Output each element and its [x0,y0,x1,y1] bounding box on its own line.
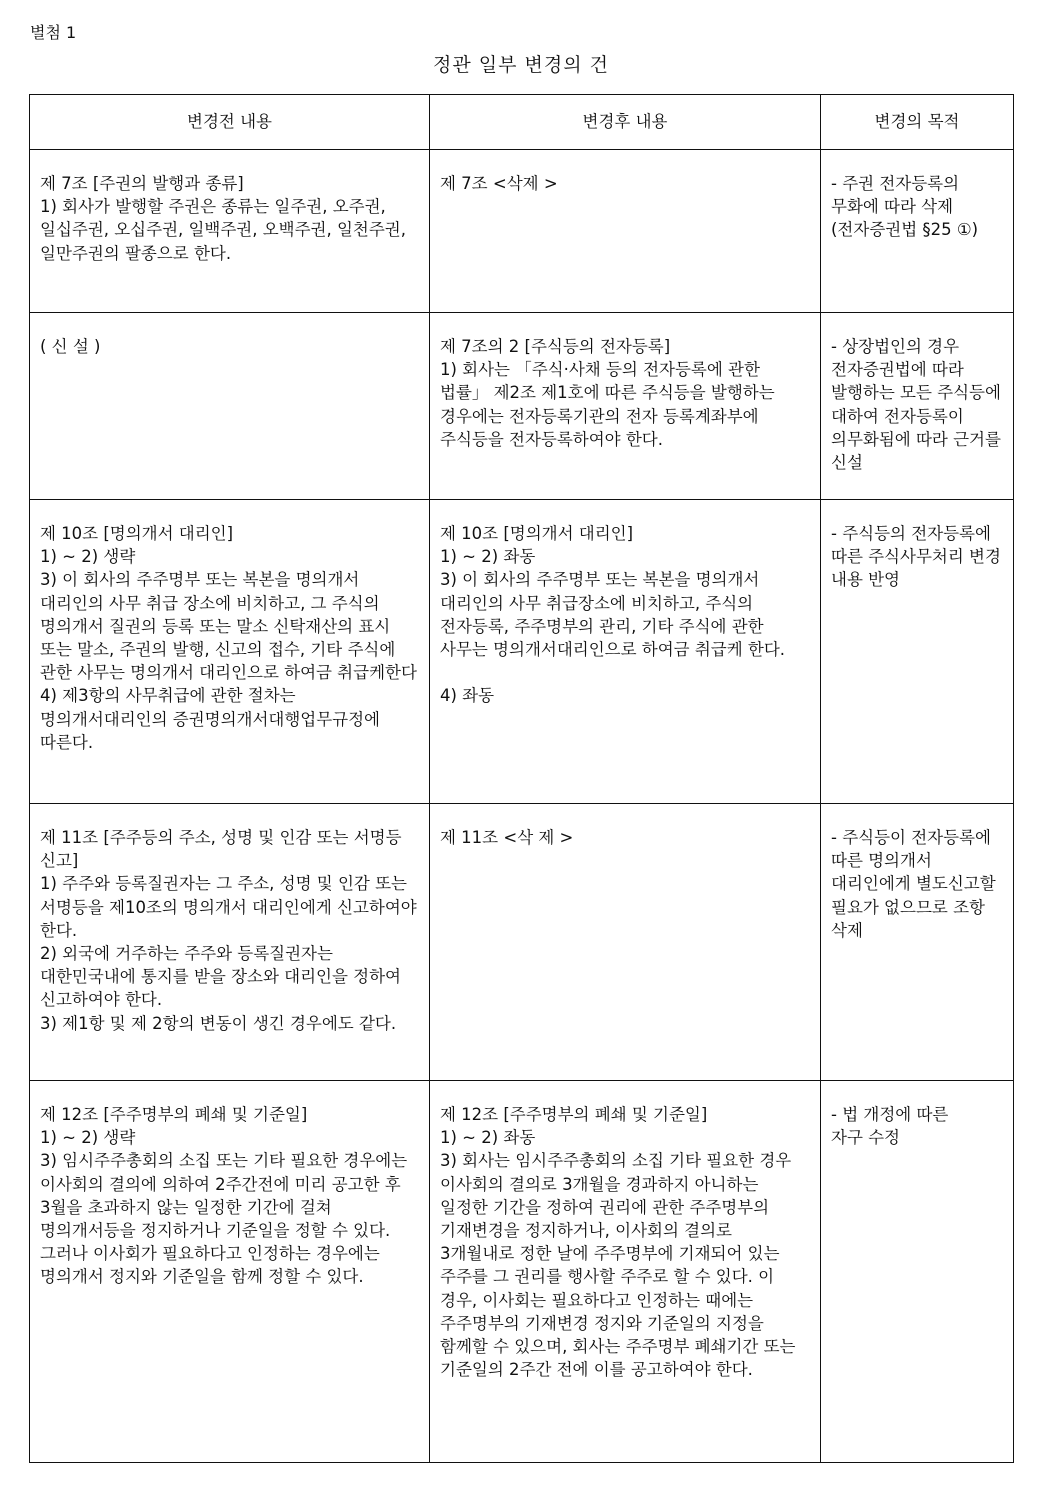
cell-after [430,150,821,313]
purpose-text: - 주식등의 전자등록에 따른 주식사무처리 변경 내용 반영 [831,524,1001,590]
cell-purpose [821,313,1014,500]
cell-after [430,1081,821,1463]
cell-purpose [821,500,1014,804]
before-text: 제 12조 [주주명부의 폐쇄 및 기준일] 1) ~ 2) 생략 3) 임시주주총회의 소집 또는 기타 필요한 경우에는 이사회의 결의에 의하여 2주간전에 미리 공고한 후 3월을 초과하지 않는 일정한 기간에 걸쳐 명의개서등을 정지하거나 기준일을 정할 수 있다. 그러나 이사회가 필요하다고 인정하는 경우에는 명의개서 정지와 기준일을 함께 정할 수 있다. [40,1105,408,1287]
cell-before [30,1081,430,1463]
before-text: 제 7조 [주권의 발행과 종류] 1) 회사가 발행할 주권은 종류는 일주권, 오주권, 일십주권, 오십주권, 일백주권, 오백주권, 일천주권, 일만주권의 팔종으로 한다. [40,174,406,263]
cell-purpose [821,804,1014,1081]
table-header-row [30,95,1014,150]
purpose-text: - 주권 전자등록의 무화에 따라 삭제 (전자증권법 §25 ①) [831,174,979,240]
cell-before [30,804,430,1081]
header-purpose: 변경의 목적 [821,95,1014,150]
cell-after [430,313,821,500]
table-row [30,1081,1014,1463]
after-text: 제 7조의 2 [주식등의 전자등록] 1) 회사는 「주식·사채 등의 전자등록에 관한 법률」 제2조 제1호에 따른 주식등을 발행하는 경우에는 전자등록기관의 전자 등록계좌부에 주식등을 전자등록하여야 한다. [440,337,775,449]
document-title: 정관 일부 변경의 건 [433,54,609,76]
table-row [30,500,1014,804]
purpose-text: - 상장법인의 경우 전자증권법에 따라 발행하는 모든 주식등에 대하여 전자등록이 의무화됨에 따라 근거를 신설 [831,337,1001,473]
after-text: 제 11조 <삭 제 > [440,828,574,847]
after-text: 제 7조 <삭제 > [440,174,558,193]
amendment-table [29,94,1014,1463]
before-text: 제 11조 [주주등의 주소, 성명 및 인감 또는 서명등 신고] 1) 주주와 등록질권자는 그 주소, 성명 및 인감 또는 서명등을 제10조의 명의개서 대리인에게 신고하여야 한다. 2) 외국에 거주하는 주주와 등록질권자는 대한민국내에 통지를 받을 장소와 대리인을 정하여 신고하여야 한다. 3) 제1항 및 제 2항의 변동이 생긴 경우에도 같다. [40,828,417,1033]
cell-purpose [821,1081,1014,1463]
after-text: 제 10조 [명의개서 대리인] 1) ~ 2) 좌동 3) 이 회사의 주주명부 또는 복본을 명의개서 대리인의 사무 취급장소에 비치하고, 주식의 전자등록, 주주명부의 관리, 기타 주식에 관한 사무는 명의개서대리인으로 하여금 취급케 한다. 4) 좌동 [440,524,786,706]
header-after: 변경후 내용 [430,95,821,150]
purpose-text: - 법 개정에 따른 자구 수정 [831,1105,949,1148]
cell-before [30,150,430,313]
before-text: 제 10조 [명의개서 대리인] 1) ~ 2) 생략 3) 이 회사의 주주명부 또는 복본을 명의개서 대리인의 사무 취급 장소에 비치하고, 그 주식의 명의개서 질권의 등록 또는 말소 신탁재산의 표시 또는 말소, 주권의 발행, 신고의 접수, 기타 주식에 관한 사무는 명의개서 대리인으로 하여금 취급케한다 4) 제3항의 사무취급에 관한 절차는 명의개서대리인의 증권명의개서대행업무규정에 따른다. [40,524,417,752]
table-row [30,804,1014,1081]
cell-after [430,500,821,804]
purpose-text: - 주식등이 전자등록에 따른 명의개서 대리인에게 별도신고할 필요가 없으므로 조항 삭제 [831,828,996,940]
after-text: 제 12조 [주주명부의 폐쇄 및 기준일] 1) ~ 2) 좌동 3) 회사는 임시주주총회의 소집 기타 필요한 경우 이사회의 결의로 3개월을 경과하지 아니하는 일정한 기간을 정하여 권리에 관한 주주명부의 기재변경을 정지하거나, 이사회의 결의로 3개월내로 정한 날에 주주명부에 기재되어 있는 주주를 그 권리를 행사할 주주로 할 수 있다. 이 경우, 이사회는 필요하다고 인정하는 때에는 주주명부의 기재변경 정지와 기준일의 지정을 함께할 수 있으며, 회사는 주주명부 폐쇄기간 또는 기준일의 2주간 전에 이를 공고하여야 한다. [440,1105,796,1380]
cell-after [430,804,821,1081]
table-row [30,313,1014,500]
header-before: 변경전 내용 [30,95,430,150]
attachment-label: 별첨 1 [30,23,77,42]
cell-before [30,313,430,500]
table-row [30,150,1014,313]
cell-purpose [821,150,1014,313]
cell-before [30,500,430,804]
before-text: ( 신 설 ) [40,337,101,356]
